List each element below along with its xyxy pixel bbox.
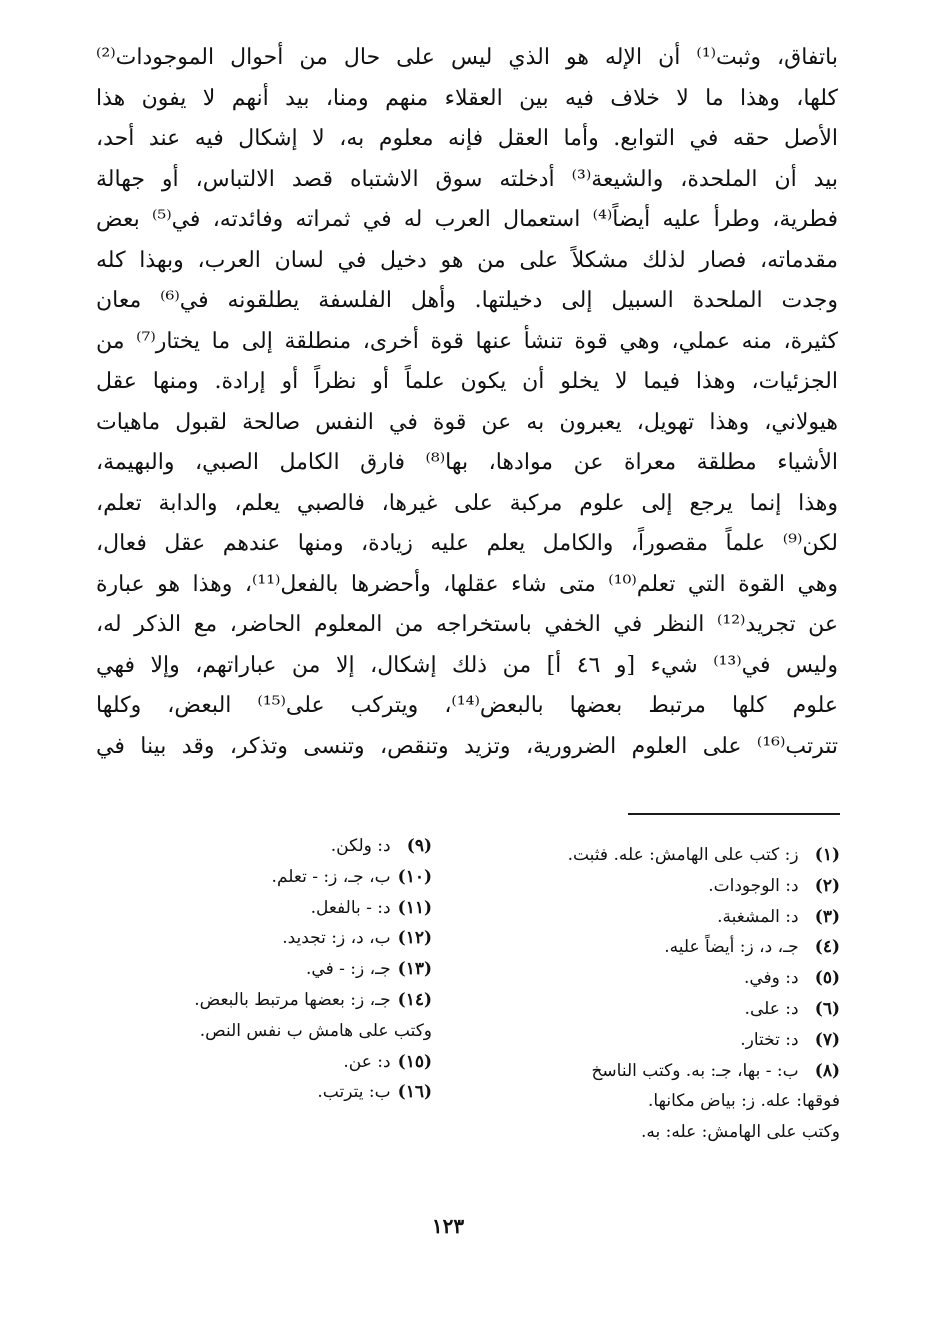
text-line: كثيرة، منه عملي، وهي قوة تنشأ عنها قوة أخرى، منطلقة إلى ما يختار⁽⁷⁾ من — [96, 328, 838, 354]
footnote — [462, 1025, 840, 1056]
footnote-text: د: على. — [744, 998, 799, 1019]
footnote — [462, 840, 840, 871]
footnote-text: د: وفي. — [743, 968, 799, 989]
footnote — [462, 994, 840, 1025]
text-line: وليس في⁽¹³⁾ شيء [و ٤٦ أ] من ذلك إشكال، إلا من عباراتهم، وإلا فهي — [96, 652, 838, 678]
text-line: باتفاق، وثبت⁽¹⁾ أن الإله هو الذي ليس على حال من أحوال الموجودات⁽²⁾ — [96, 45, 838, 70]
text-line: وجدت الملحدة السبيل إلى دخيلتها. وأهل الفلسفة يطلقونه في⁽⁶⁾ معان — [96, 288, 838, 313]
footnote-number: (١٣) — [397, 959, 432, 980]
text-line: بيد أن الملحدة، والشيعة⁽³⁾ أدخلته سوق الاشتباه قصد الالتباس، أو جهالة — [96, 166, 838, 192]
footnote-text: جـ، د، ز: أيضاً عليه. — [664, 937, 799, 958]
main-text — [96, 38, 838, 767]
footnote-number: (١٠) — [397, 866, 432, 887]
footnote — [96, 893, 432, 924]
footnote-continuation: فوقها: عله. ز: بياض مكانها. — [647, 1091, 840, 1112]
text-line: فطرية، وطرأ عليه أيضاً⁽⁴⁾ استعمال العرب له في ثمراته وفائدته، في⁽⁵⁾ بعض — [96, 207, 838, 232]
text-line: علوم كلها مرتبط بعضها بالبعض⁽¹⁴⁾، ويتركب على⁽¹⁵⁾ البعض، وكلها — [96, 693, 838, 718]
footnote-number: (٣) — [814, 906, 840, 927]
footnote-number: (٨) — [814, 1060, 840, 1081]
footnote-text: ز: كتب على الهامش: عله. فثبت. — [567, 845, 799, 865]
footnote — [96, 923, 432, 954]
text-line: تترتب⁽¹⁶⁾ على العلوم الضرورية، وتزيد وتنقص، وتنسى وتذكر، وقد بينا في — [96, 733, 838, 759]
text-line: الجزئيات، وهذا فيما لا يخلو أن يكون علماً أو نظراً أو إرادة. ومنها عقل — [96, 369, 838, 394]
text-line: هيولاني، وهذا تهويل، يعبرون به عن قوة في النفس صالحة لقبول ماهيات — [96, 409, 838, 435]
footnote-text: جـ، ز: - في. — [306, 959, 391, 980]
footnote-text: د: الوجودات. — [708, 875, 799, 896]
text-line: الأصل حقه في التوابع. وأما العقل فإنه معلوم به، لا إشكال فيه عند أحد، — [96, 126, 838, 151]
text-line: كلها، وهذا ما لا خلاف فيه بين العقلاء منهم ومنا، بيد أنهم لا يفون هذا — [96, 85, 838, 111]
footnote-number: (٥) — [814, 968, 840, 989]
footnote-number: (٦) — [814, 998, 840, 1019]
text-line: وهذا إنما يرجع إلى علوم مركبة على غيرها، فالصبي يعلم، والدابة تعلم، — [96, 490, 838, 516]
footnote-separator — [628, 813, 840, 815]
footnote — [462, 1056, 840, 1087]
footnote-text: د: تختار. — [740, 1029, 799, 1050]
footnote-number: (٢) — [814, 875, 840, 896]
footnote — [96, 985, 432, 1016]
footnote-number: (٩) — [406, 836, 432, 856]
text-line: عن تجريد⁽¹²⁾ النظر في الخفي باستخراجه من المعلوم الحاضر، مع الذكر له، — [96, 612, 838, 637]
footnote-text: ب: يترتب. — [317, 1082, 391, 1103]
text-line: لكن⁽⁹⁾ علماً مقصوراً، والكامل يعلم عليه زيادة، ومنها عندهم عقل فعال، — [96, 531, 838, 556]
footnote — [462, 932, 840, 963]
footnote — [96, 862, 432, 893]
footnote-continuation: وكتب على الهامش: عله: به. — [641, 1122, 840, 1143]
footnote-text: جـ، ز: بعضها مرتبط بالبعض. — [194, 989, 391, 1010]
footnote-text: ب، جـ، ز: - تعلم. — [271, 866, 391, 887]
footnote — [96, 1047, 432, 1078]
footnote-text: ب، د، ز: تجديد. — [282, 928, 391, 949]
footnote-number: (٧) — [814, 1029, 840, 1050]
footnote — [96, 1077, 432, 1108]
footnotes-right-column — [462, 840, 840, 1148]
footnote-text: د: - بالفعل. — [310, 897, 391, 918]
footnote-number: (١٥) — [397, 1051, 432, 1072]
text-line: وهي القوة التي تعلم⁽¹⁰⁾ متى شاء عقلها، وأحضرها بالفعل⁽¹¹⁾، وهذا هو عبارة — [96, 571, 838, 597]
footnote — [462, 963, 840, 994]
page-number: ١٢٣ — [431, 1214, 465, 1238]
footnote — [462, 871, 840, 902]
footnote-number: (١) — [814, 845, 840, 865]
footnote-text: ب: - بها، جـ: به. وكتب الناسخ — [591, 1060, 799, 1081]
footnote — [96, 954, 432, 985]
footnote-text: د: ولكن. — [330, 836, 391, 856]
footnote-number: (١١) — [397, 897, 432, 918]
text-line: الأشياء مطلقة معراة عن موادها، بها⁽⁸⁾ فارق الكامل الصبي، والبهيمة، — [96, 450, 838, 475]
footnote-number: (١٢) — [397, 928, 432, 949]
footnote-text: د: عن. — [343, 1051, 391, 1072]
footnote-number: (١٤) — [397, 989, 432, 1010]
footnote-number: (٤) — [814, 937, 840, 958]
text-line: مقدماته، فصار لذلك مشكلاً على من هو دخيل في لسان العرب، وبهذا كله — [96, 247, 838, 273]
footnote — [462, 902, 840, 933]
footnote-continuation: وكتب على هامش ب نفس النص. — [199, 1020, 432, 1041]
footnote-number: (١٦) — [397, 1082, 432, 1103]
footnote-text: د: المشغبة. — [717, 906, 799, 927]
footnotes-left-column — [96, 831, 432, 1108]
footnote — [96, 831, 432, 862]
